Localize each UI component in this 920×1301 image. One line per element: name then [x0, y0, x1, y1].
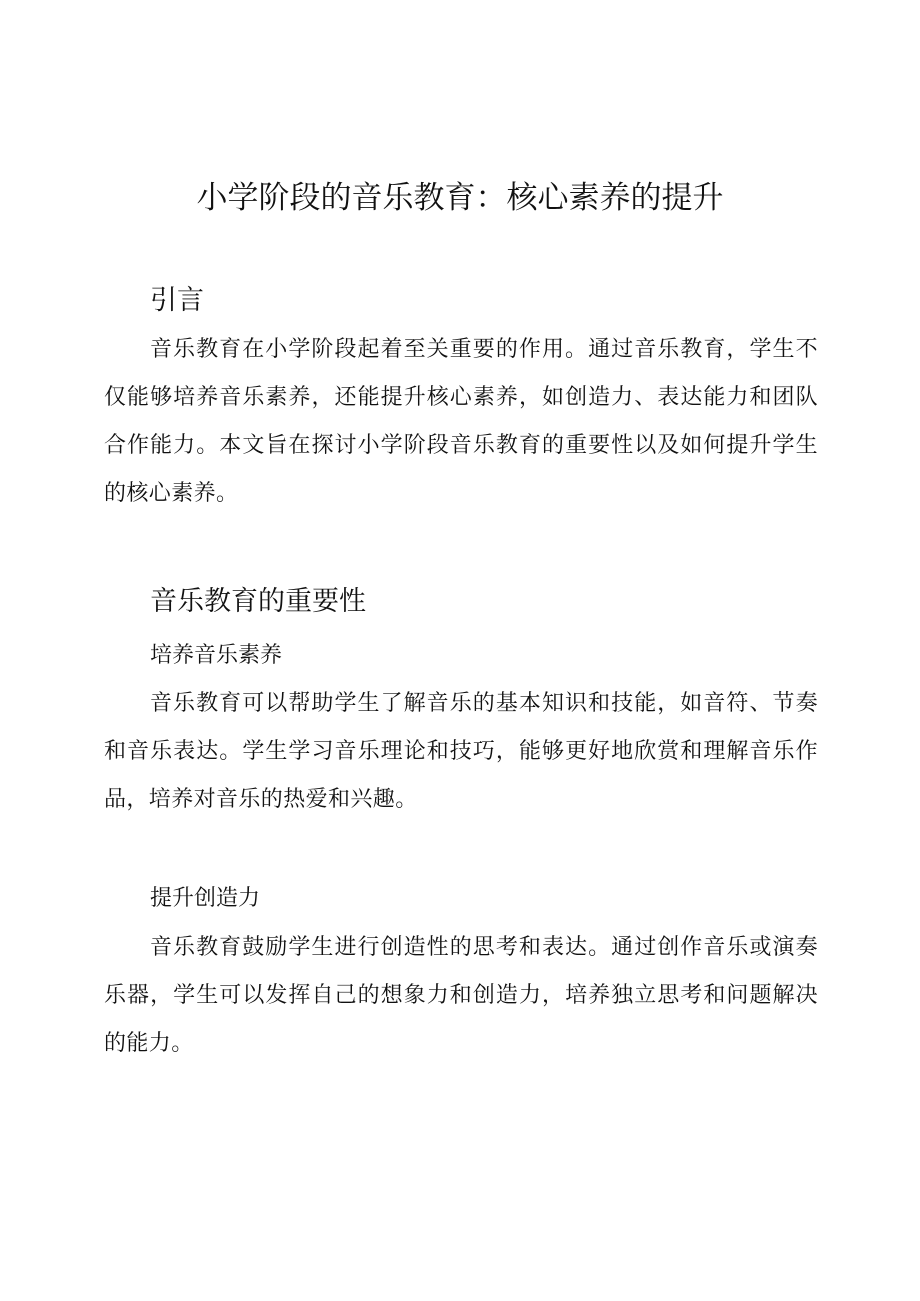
subsection-heading-creativity: 提升创造力 [150, 886, 261, 911]
introduction-paragraph: 音乐教育在小学阶段起着至关重要的作用。通过音乐教育，学生不仅能够培养音乐素养，还能提升核心素养，如创造力、表达能力和团队合作能力。本文旨在探讨小学阶段音乐教育的重要性以及如何提升学生的核心素养。 [104, 337, 818, 506]
creativity-paragraph: 音乐教育鼓励学生进行创造性的思考和表达。通过创作音乐或演奏乐器，学生可以发挥自己的想象力和创造力，培养独立思考和问题解决的能力。 [104, 935, 818, 1056]
subsection-heading-music-literacy: 培养音乐素养 [150, 643, 283, 668]
document-title: 小学阶段的音乐教育：核心素养的提升 [196, 180, 724, 216]
section-heading-introduction: 引言 [150, 285, 204, 316]
music-literacy-paragraph: 音乐教育可以帮助学生了解音乐的基本知识和技能，如音符、节奏和音乐表达。学生学习音乐理论和技巧，能够更好地欣赏和理解音乐作品，培养对音乐的热爱和兴趣。 [104, 691, 818, 812]
section-heading-importance: 音乐教育的重要性 [150, 586, 366, 617]
